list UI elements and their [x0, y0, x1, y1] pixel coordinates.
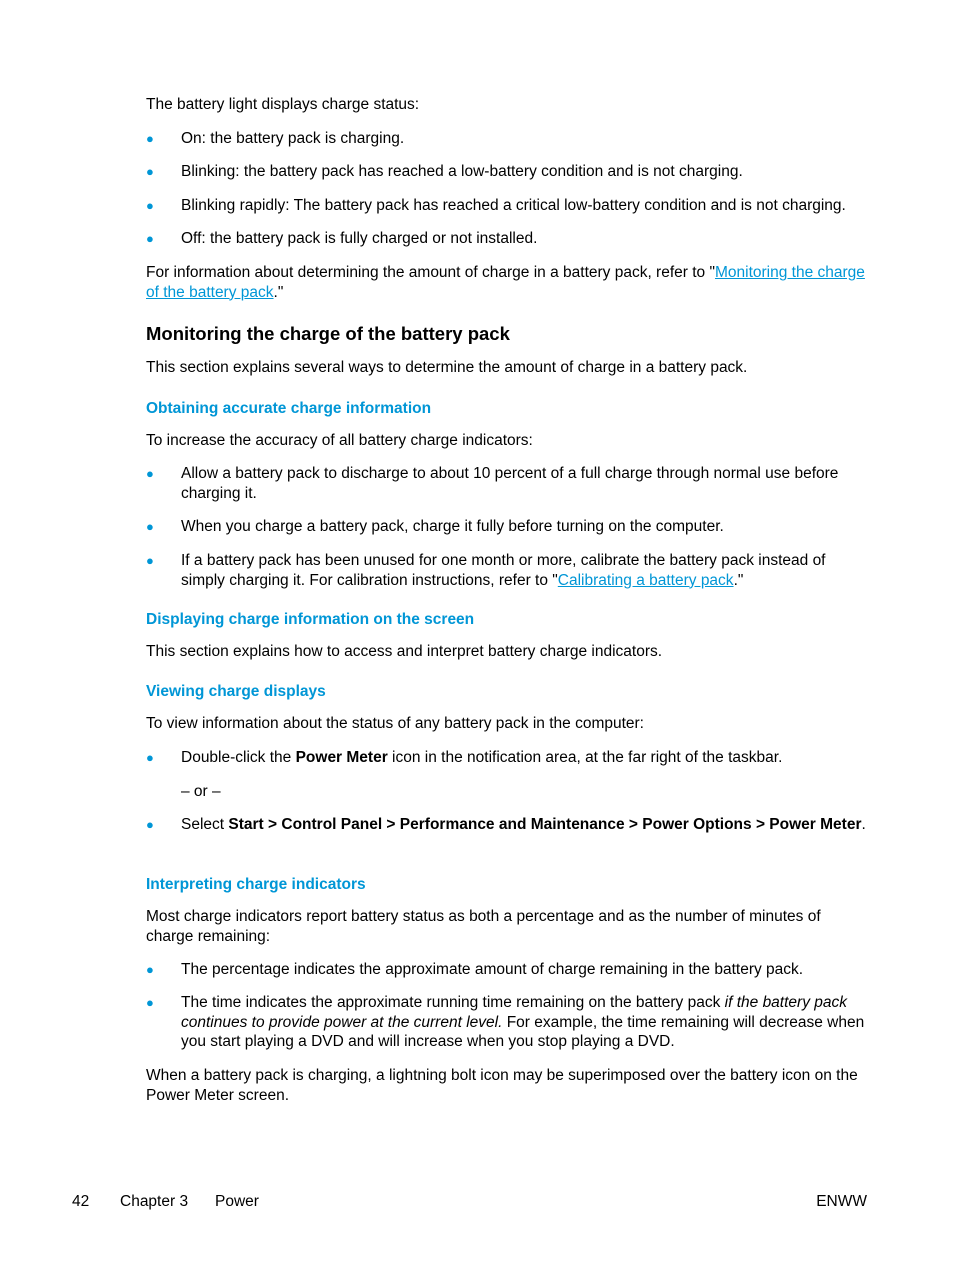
footer-locale: ENWW [816, 1193, 867, 1210]
displaying-intro: This section explains how to access and interpret battery charge indicators. [146, 643, 663, 660]
interpreting-intro: Most charge indicators report battery status as both a percentage and as the number of minutes of charge remaining: [146, 908, 821, 945]
page-number: 42 [72, 1193, 90, 1210]
calibrate-text: If a battery pack has been unused for one month or more, calibrate the battery pack instead of simply charging it. For calibration instructions, refer to " [181, 552, 826, 589]
footer-chapter-title: Power [215, 1193, 259, 1210]
list-item-text [181, 815, 871, 835]
bullet-dot-icon: ● [146, 164, 154, 179]
item-text: Select [181, 816, 229, 833]
refer-text: For information about determining the amount of charge in a battery pack, refer to " [146, 264, 715, 281]
list-item-text: Blinking: the battery pack has reached a low-battery condition and is not charging. [181, 163, 743, 180]
item-text: The time indicates the approximate running time remaining on the battery pack [181, 994, 725, 1011]
section-heading: Monitoring the charge of the battery pack [146, 323, 510, 344]
list-item-text: Off: the battery pack is fully charged or not installed. [181, 230, 538, 247]
refer-text-end: ." [273, 283, 284, 301]
calibrate-text-end: ." [733, 571, 744, 589]
italic-condition: if the battery pack continues to provide power at the current level. [181, 994, 847, 1031]
list-item-text: The percentage indicates the approximate amount of charge remaining in the battery pack. [181, 961, 804, 978]
item-text-end: icon in the notification area, at the far right of the taskbar. [387, 749, 783, 766]
refer-paragraph [146, 263, 871, 302]
accurate-intro: To increase the accuracy of all battery charge indicators: [146, 432, 533, 449]
menu-path: Start > Control Panel > Performance and Maintenance > Power Options > Power Meter [228, 816, 862, 833]
bullet-dot-icon: ● [146, 995, 154, 1010]
viewing-intro: To view information about the status of any battery pack in the computer: [146, 715, 644, 732]
item-text: Double-click the [181, 749, 296, 766]
list-item-text: On: the battery pack is charging. [181, 130, 405, 147]
bullet-dot-icon: ● [146, 231, 154, 246]
calibrating-link[interactable]: Calibrating a battery pack [557, 571, 734, 589]
monitoring-link[interactable]: Monitoring the charge of the battery pack [146, 264, 865, 301]
subheading-interpreting: Interpreting charge indicators [146, 876, 366, 893]
subheading-displaying: Displaying charge information on the screen [146, 611, 475, 628]
list-item-text: When you charge a battery pack, charge it fully before turning on the computer. [181, 518, 724, 535]
bullet-dot-icon: ● [146, 962, 154, 977]
subheading-viewing: Viewing charge displays [146, 683, 326, 700]
bullet-dot-icon: ● [146, 553, 154, 568]
or-separator: – or – [181, 783, 221, 800]
list-item-text: Allow a battery pack to discharge to about 10 percent of a full charge through normal use before charging it. [181, 465, 839, 502]
bullet-dot-icon: ● [146, 519, 154, 534]
power-meter-term: Power Meter [295, 749, 388, 766]
item-text-end: . [861, 816, 866, 833]
list-item-text [181, 551, 871, 590]
list-item-text [181, 748, 871, 768]
subheading-accurate: Obtaining accurate charge information [146, 400, 432, 417]
bullet-dot-icon: ● [146, 131, 154, 146]
bullet-dot-icon: ● [146, 198, 154, 213]
bullet-dot-icon: ● [146, 750, 154, 765]
bullet-dot-icon: ● [146, 466, 154, 481]
battery-light-intro: The battery light displays charge status: [146, 96, 420, 113]
list-item-text [181, 993, 871, 1052]
section-intro: This section explains several ways to determine the amount of charge in a battery pack. [146, 359, 748, 376]
bullet-dot-icon: ● [146, 817, 154, 832]
list-item-text: Blinking rapidly: The battery pack has reached a critical low-battery condition and is not charging. [181, 197, 846, 214]
closing-paragraph: When a battery pack is charging, a lightning bolt icon may be superimposed over the battery icon on the Power Meter screen. [146, 1067, 858, 1104]
item-text-end: For example, the time remaining will decrease when you start playing a DVD and will increase when you stop playing a DVD. [181, 1013, 865, 1050]
footer-chapter: Chapter 3 [120, 1193, 189, 1210]
